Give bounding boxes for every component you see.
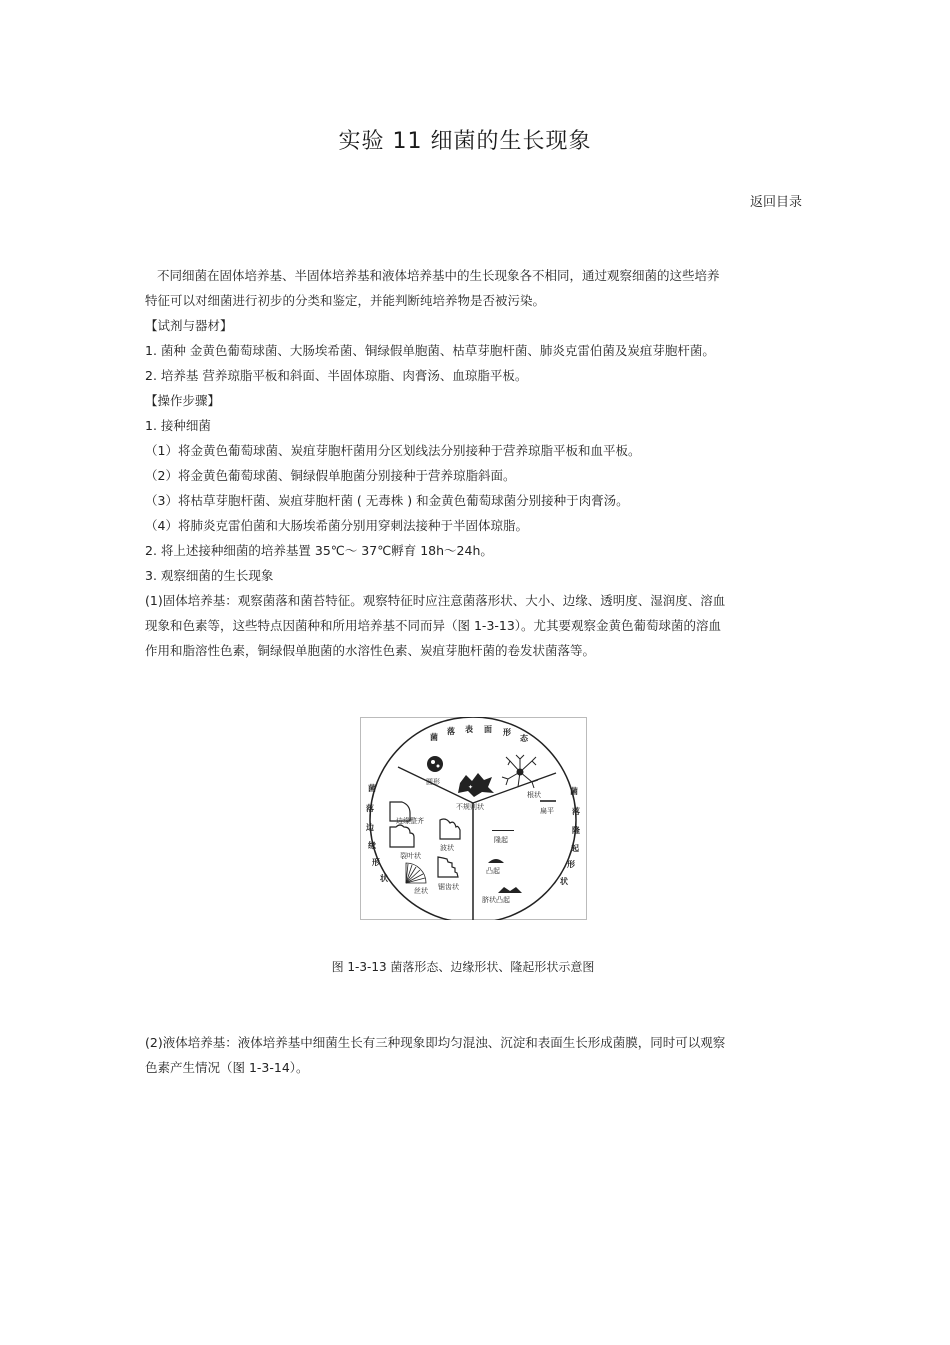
arc-left-char-1: 菌 [368,784,376,793]
arc-right-char-6: 状 [560,877,568,886]
liquid-medium-line-1: (2)液体培养基：液体培养基中细菌生长有三种现象即均匀混浊、沉淀和表面生长形成菌膜，同时可以观察 [145,1035,726,1050]
step-1-sub-3: （3）将枯草芽胞杆菌、炭疽芽胞杆菌 ( 无毒株 ) 和金黄色葡萄球菌分别接种于肉膏汤。 [145,493,629,508]
label-round: 圆形 [426,778,440,786]
step-2: 2. 将上述接种细菌的培养基置 35℃～ 37℃孵育 18h～24h。 [145,543,493,558]
label-entire: 边缘整齐 [396,817,424,825]
arc-left-char-6: 状 [380,874,388,883]
arc-left-char-3: 边 [366,823,374,832]
step-1-sub-2: （2）将金黄色葡萄球菌、铜绿假单胞菌分别接种于营养琼脂斜面。 [145,468,516,483]
arc-right-char-1: 菌 [570,787,578,796]
solid-medium-line-2: 现象和色素等，这些特点因菌种和所用培养基不同而异（图 1-3-13）。尤其要观察金黄色葡萄球菌的溶血 [145,618,722,633]
liquid-medium-line-2: 色素产生情况（图 1-3-14）。 [145,1060,309,1075]
back-to-toc-link[interactable]: 返回目录 [750,195,803,210]
label-filamentous: 丝状 [414,887,428,895]
materials-item-2: 2. 培养基 营养琼脂平板和斜面、半固体琼脂、肉膏汤、血琼脂平板。 [145,368,528,383]
arc-right-char-2: 落 [572,807,580,816]
step-3: 3. 观察细菌的生长现象 [145,568,274,583]
arc-right-char-3: 隆 [572,826,580,835]
step-1: 1. 接种细菌 [145,418,211,433]
label-raised: 隆起 [494,836,508,844]
liquid-medium-section [145,1030,795,1080]
arc-right-char-4: 起 [571,844,579,853]
arc-top-char-1: 菌 [430,733,438,742]
arc-top-char-5: 形 [503,728,511,737]
intro-line-1: 不同细菌在固体培养基、半固体培养基和液体培养基中的生长现象各不相同，通过观察细菌的这些培养 [157,268,720,283]
colony-diagram [360,717,587,920]
arc-top-char-2: 落 [447,727,455,736]
label-irregular: 不规则状 [456,803,484,811]
arc-left-char-5: 形 [372,858,380,867]
label-rhizoid: 根状 [527,791,541,799]
page-title: 实验 11 细菌的生长现象 [338,129,592,154]
section-heading-steps: 【操作步骤】 [145,393,221,408]
step-1-sub-1: （1）将金黄色葡萄球菌、炭疽芽胞杆菌用分区划线法分别接种于营养琼脂平板和血平板。 [145,443,641,458]
label-erose: 锯齿状 [438,883,459,891]
solid-medium-line-1: (1)固体培养基：观察菌落和菌苔特征。观察特征时应注意菌落形状、大小、边缘、透明度、湿润度、溶血 [145,593,726,608]
colony-morphology-figure [360,717,587,920]
label-umbonate: 脐状凸起 [482,896,510,904]
label-lobate: 裂叶状 [400,852,421,860]
svg-text:✦: ✦ [468,784,474,791]
arc-left-char-2: 落 [366,804,374,813]
solid-medium-line-3: 作用和脂溶性色素，铜绿假单胞菌的水溶性色素、炭疽芽胞杆菌的卷发状菌落等。 [145,643,596,658]
main-body [145,263,795,663]
label-undulate: 波状 [440,844,454,852]
intro-line-2: 特征可以对细菌进行初步的分类和鉴定，并能判断纯培养物是否被污染。 [145,293,546,308]
section-heading-materials: 【试剂与器材】 [145,318,233,333]
arc-top-char-6: 态 [520,734,528,743]
arc-right-char-5: 形 [567,860,575,869]
round-colony-icon [427,756,443,772]
label-flat: 扁平 [540,807,554,815]
materials-item-1: 1. 菌种 金黄色葡萄球菌、大肠埃希菌、铜绿假单胞菌、枯草芽胞杆菌、肺炎克雷伯菌及炭疽芽胞杆菌。 [145,343,715,358]
arc-top-char-3: 表 [465,725,473,734]
label-convex: 凸起 [486,867,500,875]
arc-left-char-4: 缘 [368,841,376,850]
arc-top-char-4: 面 [484,725,492,734]
figure-caption: 图 1-3-13 菌落形态、边缘形状、隆起形状示意图 [331,960,595,974]
raised-elevation-icon [492,830,514,831]
step-1-sub-4: （4）将肺炎克雷伯菌和大肠埃希菌分别用穿刺法接种于半固体琼脂。 [145,518,528,533]
